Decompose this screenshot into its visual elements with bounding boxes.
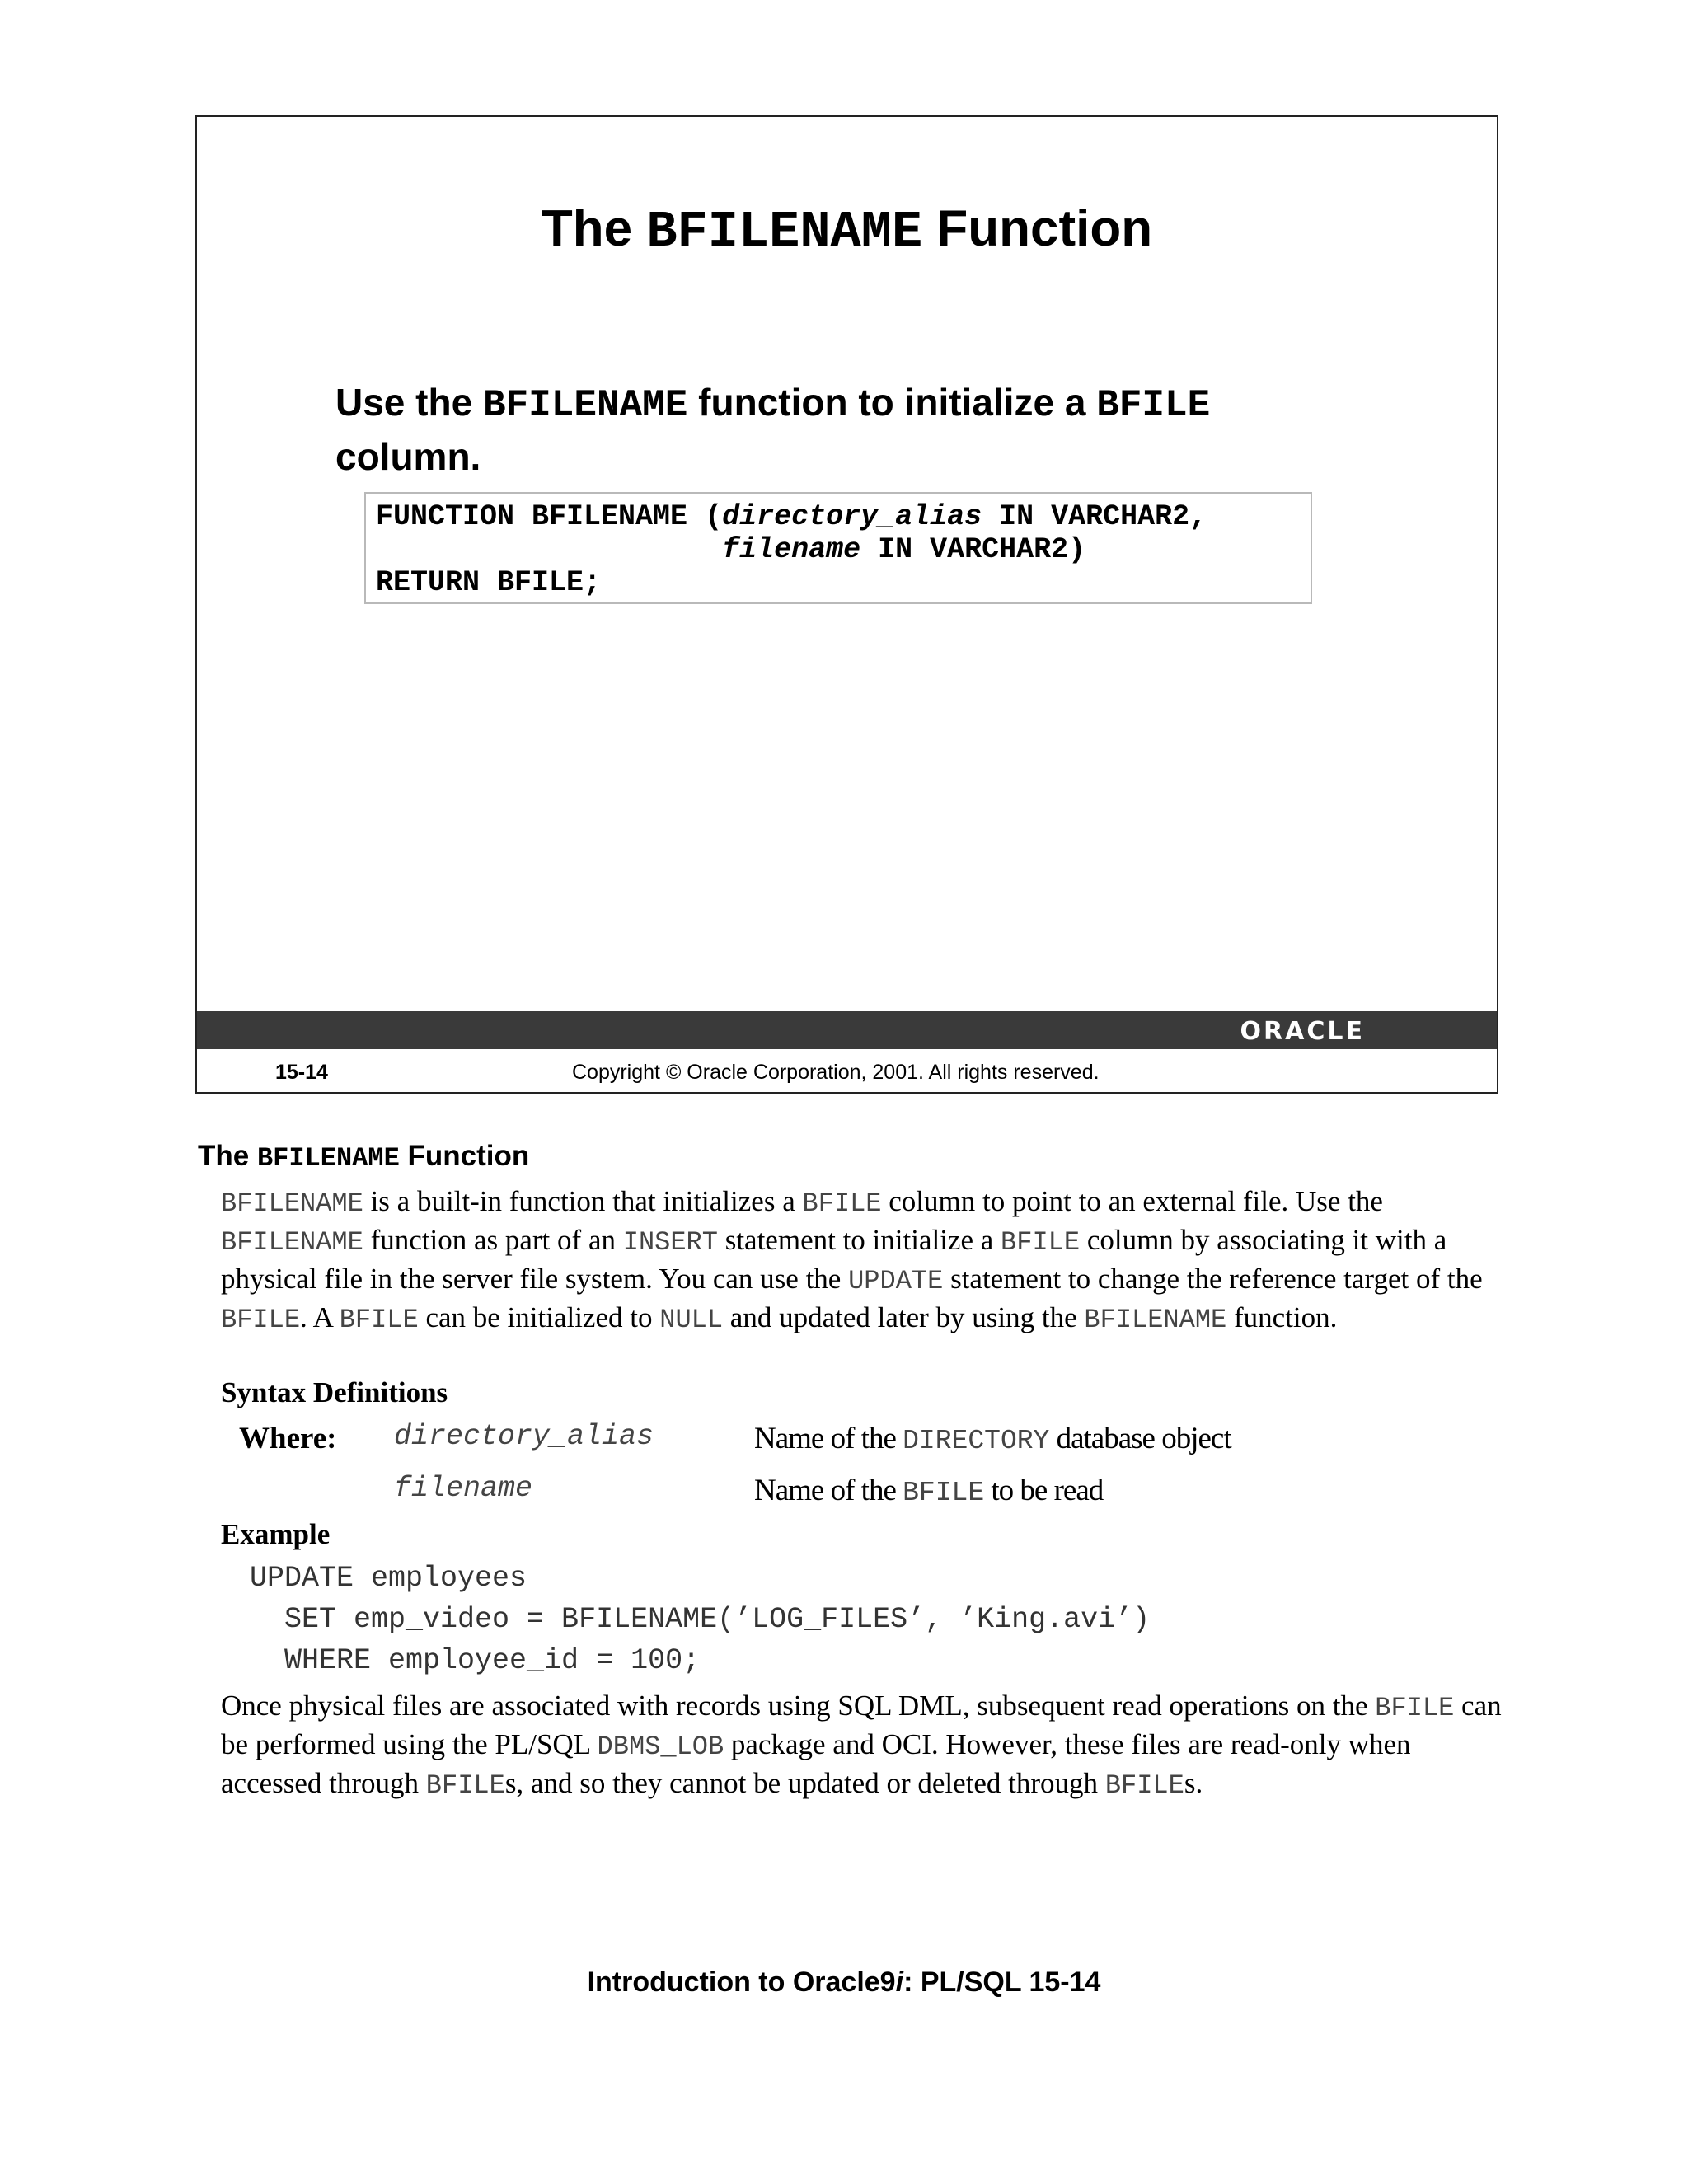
text-run: statement to change the reference target of the <box>943 1263 1483 1295</box>
inline-code: BFILE <box>802 1188 882 1219</box>
text-run: column to point to an external file. Use the <box>881 1185 1383 1217</box>
text-run: statement to initialize a <box>717 1224 1001 1256</box>
syntax-term: directory_alias <box>394 1420 654 1453</box>
text-run: and updated later by using the <box>723 1301 1085 1333</box>
code-line: RETURN BFILE; <box>376 566 602 599</box>
bullet-text: Use the <box>335 381 483 424</box>
inline-code: BFILENAME <box>221 1188 363 1219</box>
bullet-text: function to initialize a <box>687 381 1097 424</box>
syntax-heading: Syntax Definitions <box>221 1376 448 1408</box>
desc-text: Name of the <box>754 1474 903 1507</box>
notes-paragraph-2 <box>221 1688 1507 1804</box>
inline-code: BFILE <box>1375 1693 1455 1723</box>
slide-title <box>197 199 1497 261</box>
text-run: s, and so they cannot be updated or deleted through <box>504 1767 1105 1799</box>
text-run: . A <box>300 1301 340 1333</box>
slide-number: 15-14 <box>275 1061 328 1084</box>
code-indent <box>376 533 722 566</box>
where-label: Where: <box>239 1422 337 1455</box>
example-code-line: WHERE employee_id = 100; <box>250 1644 701 1677</box>
heading-text-end: Function <box>399 1140 530 1172</box>
page-footer <box>0 1966 1688 1999</box>
syntax-code-box <box>364 492 1312 604</box>
inline-code: DBMS_LOB <box>597 1732 724 1762</box>
syntax-description <box>754 1421 1231 1456</box>
syntax-description <box>754 1473 1103 1508</box>
oracle-bar <box>197 1011 1497 1049</box>
slide-title-text-end: Function <box>922 200 1153 257</box>
code-param: directory_alias <box>722 500 982 533</box>
slide-frame <box>195 115 1498 1094</box>
bullet-keyword: BFILE <box>1096 384 1211 427</box>
example-heading: Example <box>221 1518 331 1550</box>
inline-code: BFILENAME <box>221 1227 363 1258</box>
inline-code: INSERT <box>622 1227 718 1258</box>
text-run: can be initialized to <box>418 1301 660 1333</box>
bullet-text: column. <box>335 435 481 478</box>
code-text: IN VARCHAR2) <box>860 533 1086 566</box>
heading-keyword: BFILENAME <box>256 1143 400 1174</box>
bullet-keyword: BFILENAME <box>482 384 688 427</box>
desc-text: to be read <box>984 1474 1104 1507</box>
text-run: function as part of an <box>363 1224 623 1256</box>
footer-text-end: : PL/SQL 15-14 <box>903 1966 1101 1998</box>
notes-heading <box>198 1140 529 1174</box>
desc-text: Name of the <box>754 1422 903 1455</box>
slide-title-keyword: BFILENAME <box>646 203 923 261</box>
inline-code: BFILENAME <box>1084 1305 1227 1335</box>
slide-bullet <box>335 377 1283 482</box>
text-run: Once physical files are associated with records using SQL DML, subsequent read operations on the <box>221 1690 1376 1722</box>
slide-title-text: The <box>541 200 647 257</box>
text-run: can be performed using the PL/SQL <box>221 1690 1502 1760</box>
code-text: FUNCTION BFILENAME ( <box>376 500 723 533</box>
code-text: IN VARCHAR2, <box>982 500 1207 533</box>
example-code <box>250 1558 1150 1681</box>
text-run: is a built-in function that initializes a <box>363 1185 803 1217</box>
code-param: filename <box>722 533 861 566</box>
notes-paragraph-1 <box>221 1183 1507 1338</box>
code-line <box>376 500 1301 533</box>
inline-code: BFILE <box>1001 1227 1081 1258</box>
example-code-line: SET emp_video = BFILENAME(’LOG_FILES’, ’King.avi’) <box>250 1603 1151 1636</box>
inline-code: UPDATE <box>848 1266 944 1296</box>
code-line <box>376 533 1301 566</box>
desc-text: database object <box>1049 1422 1231 1455</box>
desc-keyword: DIRECTORY <box>903 1426 1050 1456</box>
example-code-line: UPDATE employees <box>250 1562 528 1595</box>
oracle-logo: ORACLE <box>1240 1017 1365 1046</box>
text-run: s. <box>1184 1767 1203 1799</box>
inline-code: NULL <box>659 1305 724 1335</box>
desc-keyword: BFILE <box>903 1478 985 1508</box>
heading-text: The <box>198 1140 257 1172</box>
text-run: function. <box>1226 1301 1338 1333</box>
text-run: column by associating it with a physical file in the server file system. You can use the <box>221 1224 1447 1295</box>
footer-text: Introduction to Oracle9 <box>587 1966 896 1998</box>
inline-code: BFILE <box>1104 1770 1184 1801</box>
syntax-term: filename <box>394 1472 533 1505</box>
inline-code: BFILE <box>221 1305 301 1335</box>
text-run: package and OCI. However, these files are read-only when accessed through <box>221 1728 1411 1799</box>
inline-code: BFILE <box>425 1770 505 1801</box>
slide-copyright: Copyright © Oracle Corporation, 2001. All rights reserved. <box>572 1061 1100 1084</box>
footer-italic: i <box>895 1966 904 1998</box>
inline-code: BFILE <box>339 1305 419 1335</box>
